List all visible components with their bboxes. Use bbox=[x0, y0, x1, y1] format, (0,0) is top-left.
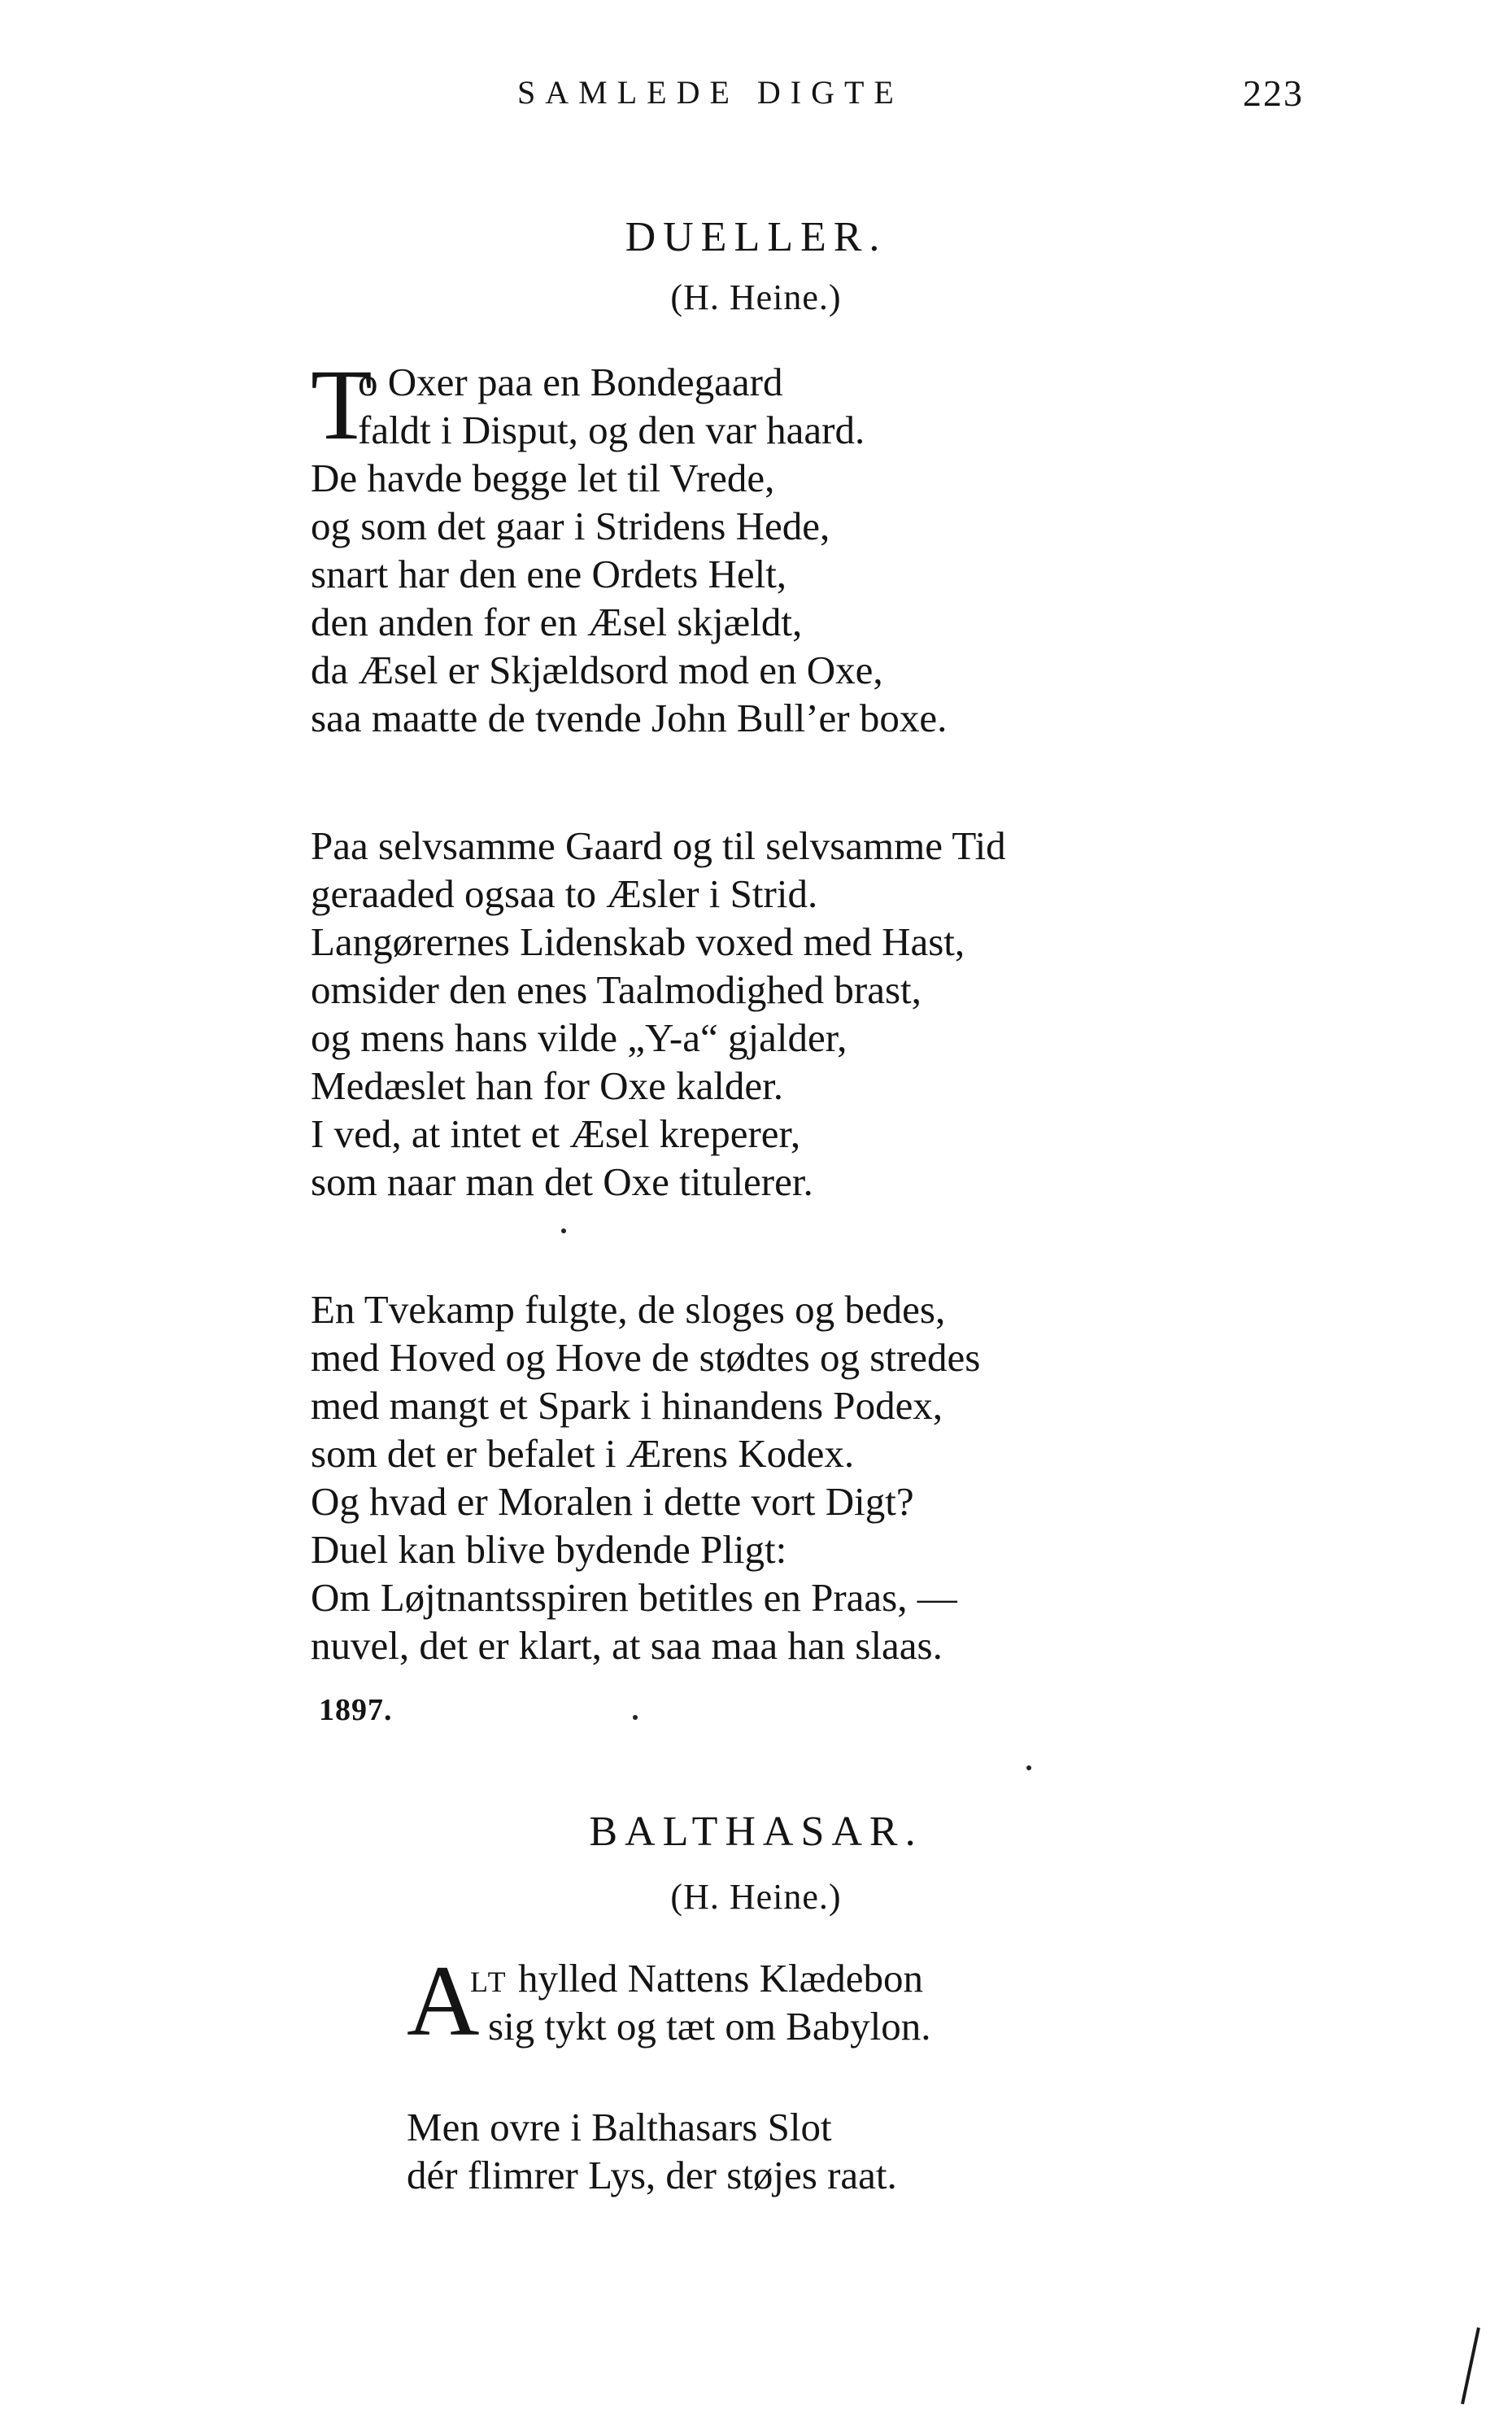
verse-line: den anden for en Æsel skjældt, bbox=[311, 600, 803, 644]
verse-line: med Hoved og Hove de stødtes og stredes bbox=[311, 1335, 981, 1380]
scan-speck bbox=[633, 1715, 638, 1720]
verse-line: Om Løjtnantsspiren betitles en Praas, — bbox=[311, 1575, 957, 1620]
verse-line: da Æsel er Skjældsord mod en Oxe, bbox=[311, 648, 883, 692]
running-title: SAMLEDE DIGTE bbox=[517, 74, 904, 111]
running-head bbox=[0, 73, 1512, 122]
stanza-dueller-1 bbox=[311, 349, 948, 742]
verse-line: sig tykt og tæt om Babylon. bbox=[488, 2004, 931, 2049]
verse-line: Men ovre i Balthasars Slot bbox=[407, 2105, 832, 2149]
verse-line: Langørernes Lidenskab voxed med Hast, bbox=[311, 919, 965, 964]
verse-line: snart har den ene Ordets Helt, bbox=[311, 552, 787, 596]
poem-title-dueller: DUELLER. bbox=[625, 214, 887, 260]
verse-line: Medæslet han for Oxe kalder. bbox=[311, 1063, 784, 1108]
verse-line: Duel kan blive bydende Pligt: bbox=[311, 1527, 787, 1572]
verse-line-lead: LT bbox=[470, 1966, 508, 1998]
verse-line: og som det gaar i Stridens Hede, bbox=[311, 504, 830, 548]
verse-line: som naar man det Oxe titulerer. bbox=[311, 1159, 813, 1204]
poem-year: 1897. bbox=[319, 1693, 393, 1727]
verse-line: faldt i Disput, og den var haard. bbox=[358, 408, 865, 452]
verse-line: Paa selvsamme Gaard og til selvsamme Tid bbox=[311, 823, 1006, 868]
verse-line: som det er befalet i Ærens Kodex. bbox=[311, 1431, 855, 1476]
verse-line: og mens hans vilde „Y-a“ gjalder, bbox=[311, 1015, 848, 1060]
verse-line-text: hylled Nattens Klædebon bbox=[508, 1956, 924, 2001]
verse-line: De havde begge let til Vrede, bbox=[311, 456, 775, 500]
verse-line: dér flimrer Lys, der støjes raat. bbox=[407, 2153, 897, 2197]
stanza-balthasar-2 bbox=[407, 2103, 897, 2199]
verse-line: omsider den enes Taalmodighed brast, bbox=[311, 967, 922, 1012]
verse-line: med mangt et Spark i hinandens Podex, bbox=[311, 1383, 943, 1428]
scan-edge-mark bbox=[1461, 2328, 1480, 2405]
verse-line: En Tvekamp fulgte, de sloges og bedes, bbox=[311, 1287, 946, 1332]
drop-capital: T bbox=[311, 349, 373, 460]
stanza-dueller-2 bbox=[311, 822, 1006, 1206]
drop-capital: A bbox=[407, 1945, 480, 2057]
verse-line: geraaded ogsaa to Æsler i Strid. bbox=[311, 871, 818, 916]
verse-line: nuvel, det er klart, at saa maa han slaas. bbox=[311, 1623, 943, 1668]
verse-line: Og hvad er Moralen i dette vort Digt? bbox=[311, 1479, 914, 1524]
verse-line: saa maatte de tvende John Bull’er boxe. bbox=[311, 696, 948, 740]
poem-title-balthasar: BALTHASAR. bbox=[589, 1809, 923, 1855]
stanza-dueller-3 bbox=[311, 1285, 980, 1669]
verse-line-text: o Oxer paa en Bondegaard bbox=[358, 360, 783, 404]
scan-speck bbox=[561, 1228, 566, 1233]
verse-line: I ved, at intet et Æsel kreperer, bbox=[311, 1111, 801, 1156]
poem-source-dueller: (H. Heine.) bbox=[670, 277, 842, 317]
stanza-balthasar-1 bbox=[407, 1945, 931, 2057]
poem-source-balthasar: (H. Heine.) bbox=[670, 1877, 842, 1917]
page-number: 223 bbox=[1243, 72, 1304, 114]
scan-speck bbox=[1026, 1765, 1031, 1770]
